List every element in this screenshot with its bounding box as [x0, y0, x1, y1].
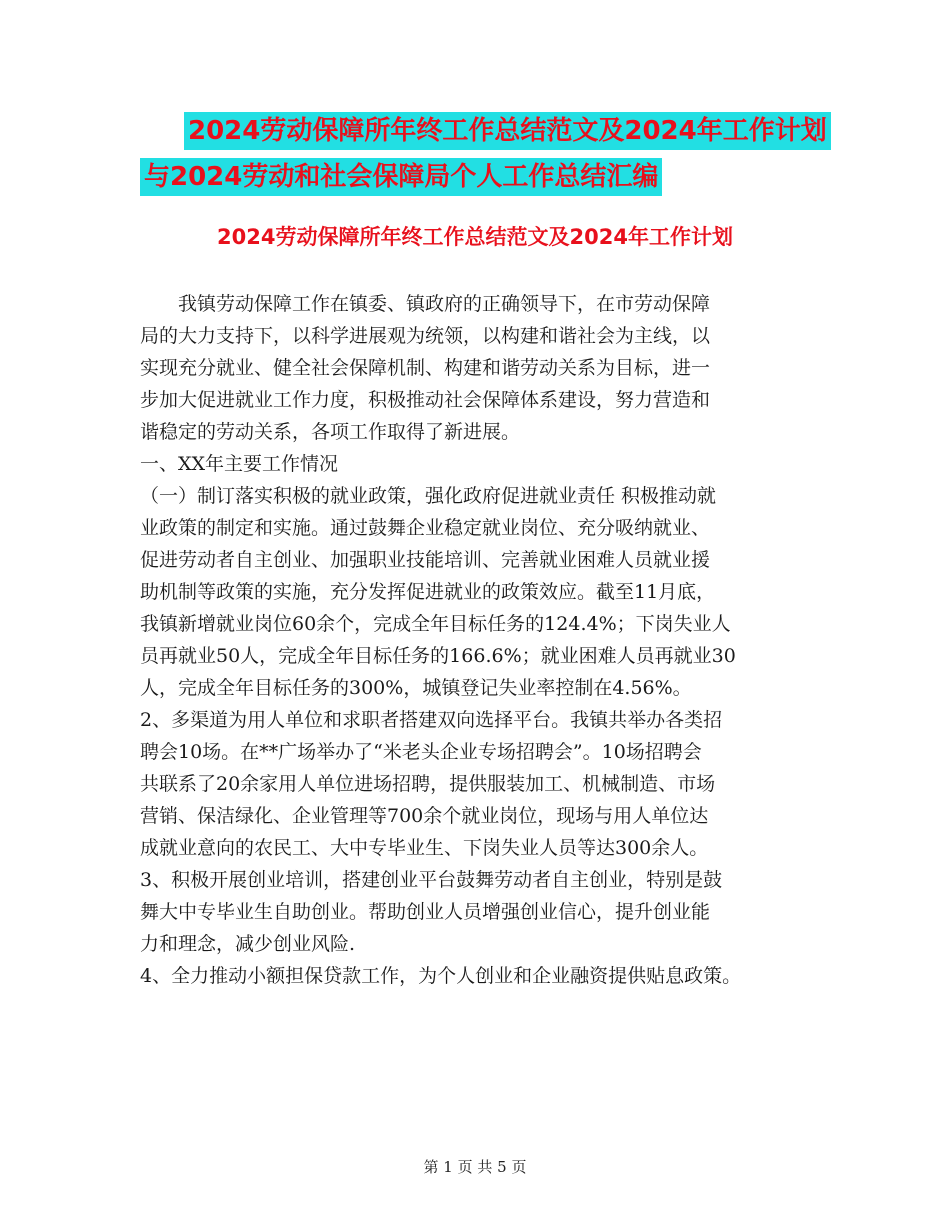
body-line: 促进劳动者自主创业、加强职业技能培训、完善就业困难人员就业援 [140, 549, 711, 571]
body-text [140, 288, 820, 992]
body-line: 4、全力推动小额担保贷款工作，为个人创业和企业融资提供贴息政策。 [140, 965, 742, 987]
section-title: 2024劳动保障所年终工作总结范文及2024年工作计划 [217, 225, 733, 249]
body-line: 力和理念，减少创业风险. [140, 933, 356, 955]
body-line: 我镇新增就业岗位60余个，完成全年目标任务的124.4%；下岗失业人 [140, 613, 731, 635]
body-line: 员再就业50人，完成全年目标任务的166.6%；就业困难人员再就业30 [140, 645, 736, 667]
body-line: 2、多渠道为用人单位和求职者搭建双向选择平台。我镇共举办各类招 [140, 709, 723, 731]
body-line: 共联系了20余家用人单位进场招聘，提供服装加工、机械制造、市场 [140, 773, 716, 795]
body-line: 成就业意向的农民工、大中专毕业生、下岗失业人员等达300余人。 [140, 837, 709, 859]
body-line: 助机制等政策的实施，充分发挥促进就业的政策效应。截至11月底， [140, 581, 716, 603]
title-line-2: 与2024劳动和社会保障局个人工作总结汇编 [140, 158, 662, 196]
page-footer: 第 1 页 共 5 页 [423, 1158, 527, 1176]
body-line: 一、XX年主要工作情况 [140, 453, 339, 475]
body-line: 舞大中专毕业生自助创业。帮助创业人员增强创业信心，提升创业能 [140, 901, 711, 923]
body-line: 营销、保洁绿化、企业管理等700余个就业岗位，现场与用人单位达 [140, 805, 709, 827]
body-line: （一）制订落实积极的就业政策，强化政府促进就业责任 积极推动就 [140, 485, 717, 507]
body-line: 业政策的制定和实施。通过鼓舞企业稳定就业岗位、充分吸纳就业、 [140, 517, 711, 539]
title-line-1: 2024劳动保障所年终工作总结范文及2024年工作计划 [184, 112, 831, 150]
body-line: 谐稳定的劳动关系，各项工作取得了新进展。 [140, 421, 521, 443]
body-line: 3、积极开展创业培训，搭建创业平台鼓舞劳动者自主创业，特别是鼓 [140, 869, 723, 891]
body-line: 聘会10场。在**广场举办了“米老头企业专场招聘会”。10场招聘会 [140, 741, 702, 763]
body-line: 步加大促进就业工作力度，积极推动社会保障体系建设，努力营造和 [140, 389, 711, 411]
document-title [140, 112, 840, 204]
body-line: 实现充分就业、健全社会保障机制、构建和谐劳动关系为目标，进一 [140, 357, 711, 379]
body-line: 人，完成全年目标任务的300%，城镇登记失业率控制在4.56%。 [140, 677, 692, 699]
body-line: 我镇劳动保障工作在镇委、镇政府的正确领导下，在市劳动保障 [140, 293, 711, 315]
body-line: 局的大力支持下，以科学进展观为统领，以构建和谐社会为主线，以 [140, 325, 711, 347]
